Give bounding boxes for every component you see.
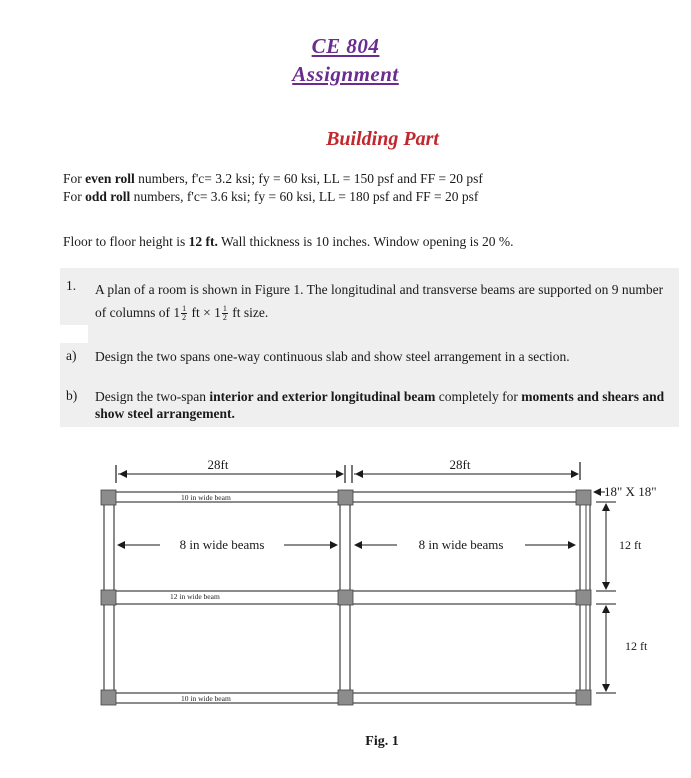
column-c2 — [576, 590, 591, 605]
floor-prefix: Floor to floor height is — [63, 234, 189, 249]
right-beams-label: 8 in wide beams — [418, 537, 504, 552]
part-a-label: a) — [66, 348, 77, 363]
question-1-number: 1. — [66, 278, 77, 293]
height-bottom-label: 12 ft — [625, 639, 648, 653]
part-b-plain-1: Design the two-span — [95, 389, 210, 404]
odd-rest: numbers, f'c= 3.6 ksi; fy = 60 ksi, LL = 180 psf and FF = 20 psf — [130, 189, 479, 204]
top-dimension — [116, 457, 580, 483]
assignment-heading: Assignment — [292, 62, 399, 86]
column-c1 — [576, 490, 591, 505]
floor-rest: Wall thickness is 10 inches. Window opening is 20 %. — [217, 234, 514, 249]
course-code: CE 804 — [311, 34, 380, 58]
part-a-text: Design the two spans one-way continuous slab and show steel arrangement in a section. — [95, 349, 570, 364]
height-top-label: 12 ft — [619, 538, 642, 552]
figure-caption: Fig. 1 — [365, 734, 399, 749]
bottom-beam-label: 10 in wide beam — [181, 694, 231, 703]
part-b-label: b) — [66, 388, 78, 403]
span-left-label: 28ft — [207, 457, 229, 472]
even-roll-bold: even roll — [85, 171, 135, 186]
q1-text-part-c: ft size. — [228, 305, 269, 320]
fraction-numerator: 1 — [222, 304, 227, 314]
odd-roll-bold: odd roll — [85, 189, 131, 204]
even-prefix: For — [63, 171, 86, 186]
height-dimensions — [596, 502, 648, 693]
column-c3 — [576, 690, 591, 705]
even-rest: numbers, f'c= 3.2 ksi; fy = 60 ksi, LL = 150 psf and FF = 20 psf — [134, 171, 483, 186]
column-a1 — [101, 490, 116, 505]
odd-prefix: For — [63, 189, 86, 204]
column-b3 — [338, 690, 353, 705]
floor-height-bold: 12 ft. — [188, 234, 218, 249]
fraction-numerator: 1 — [182, 304, 187, 314]
middle-beam-label: 12 in wide beam — [170, 592, 220, 601]
column-size-label: 18" X 18" — [604, 484, 657, 499]
span-right-label: 28ft — [449, 457, 471, 472]
fraction-denominator: 2 — [182, 313, 187, 323]
fraction-denominator: 2 — [222, 313, 227, 323]
q1-text-part-a: A plan of a room is shown in Figure 1. The longitudinal and transverse beams are supported on 9 number of columns of 1 — [95, 282, 664, 320]
column-b2 — [338, 590, 353, 605]
part-b-bold-2: moments and shears and show steel arrangement. — [95, 389, 665, 421]
column-a2 — [101, 590, 116, 605]
part-b-bold-1: interior and exterior longitudinal beam — [209, 389, 436, 404]
column-a3 — [101, 690, 116, 705]
part-b-plain-2: completely for — [435, 389, 522, 404]
q1-text-part-b: ft × 1 — [188, 305, 221, 320]
column-b1 — [338, 490, 353, 505]
top-beam-label: 10 in wide beam — [181, 493, 231, 502]
column-size-callout — [594, 484, 657, 499]
section-title: Building Part — [326, 128, 439, 150]
left-beams-label: 8 in wide beams — [179, 537, 265, 552]
